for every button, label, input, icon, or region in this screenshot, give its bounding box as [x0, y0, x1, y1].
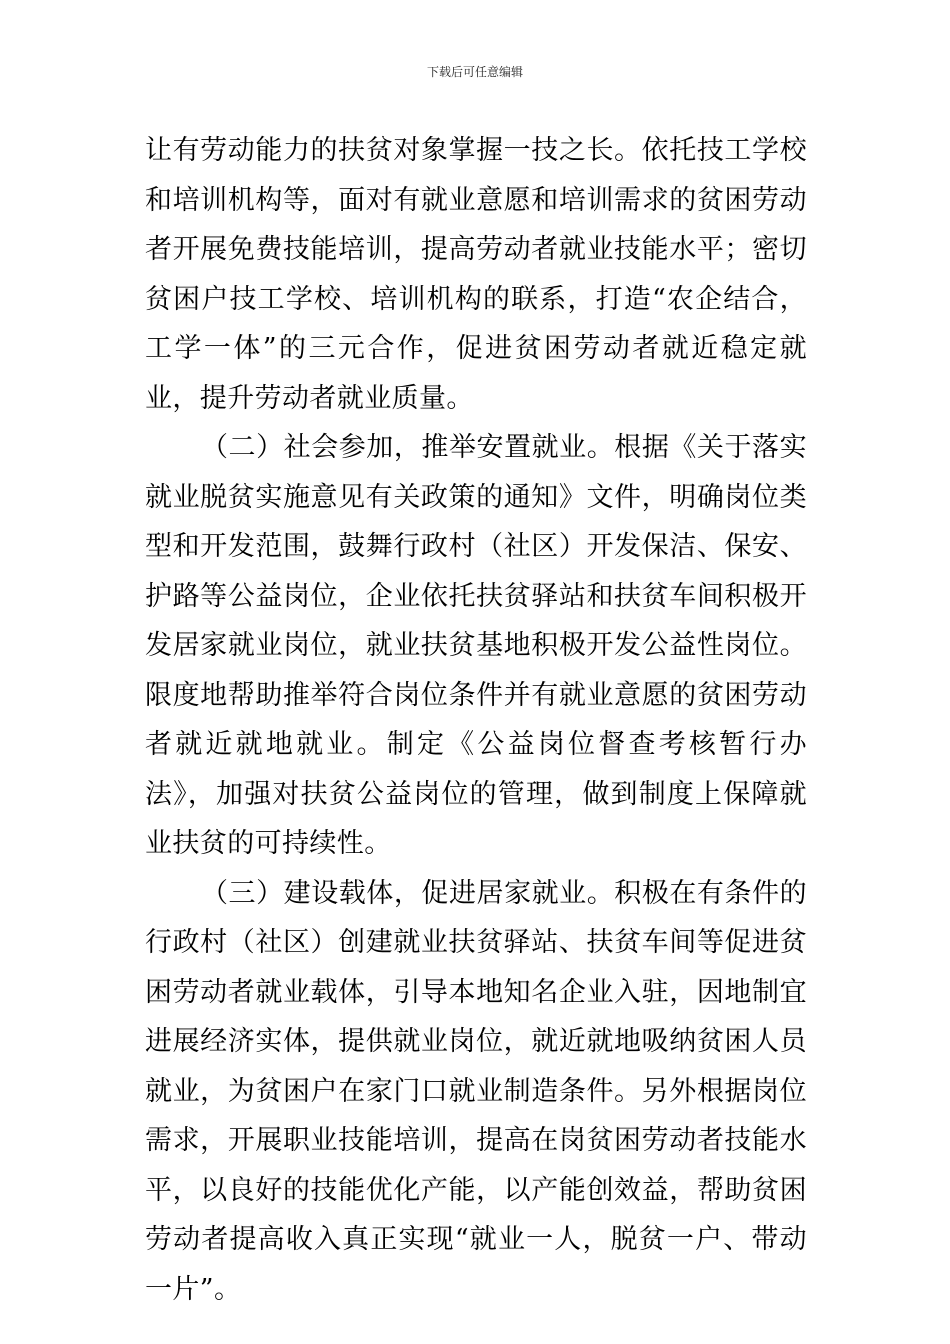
document-body	[145, 126, 807, 1314]
paragraph-continuation: 让有劳动能力的扶贫对象掌握一技之长。依托技工学校和培训机构等，面对有就业意愿和培训需求的贫困劳动者开展免费技能培训，提高劳动者就业技能水平；密切贫困户技工学校、培训机构的联系，打造“农企结合，工学一体”的三元合作，促进贫困劳动者就近稳定就业，提升劳动者就业质量。	[145, 135, 807, 414]
paragraph-section-2: （二）社会参加，推举安置就业。根据《关于落实就业脱贫实施意见有关政策的通知》文件，明确岗位类型和开发范围，鼓舞行政村（社区）开发保洁、保安、护路等公益岗位，企业依托扶贫驿站和扶贫车间积极开发居家就业岗位，就业扶贫基地积极开发公益性岗位。限度地帮助推举符合岗位条件并有就业意愿的贫困劳动者就近就地就业。制定《公益岗位督查考核暂行办法》，加强对扶贫公益岗位的管理，做到制度上保障就业扶贫的可持续性。	[145, 432, 807, 859]
page-header-note: 下载后可任意编辑	[426, 65, 523, 79]
paragraph-section-3: （三）建设载体，促进居家就业。积极在有条件的行政村（社区）创建就业扶贫驿站、扶贫车间等促进贫困劳动者就业载体，引导本地知名企业入驻，因地制宜进展经济实体，提供就业岗位，就近就地吸纳贫困人员就业，为贫困户在家门口就业制造条件。另外根据岗位需求，开展职业技能培训，提高在岗贫困劳动者技能水平，以良好的技能优化产能，以产能创效益，帮助贫困劳动者提高收入真正实现“就业一人，脱贫一户、带动一片”。	[145, 877, 807, 1305]
